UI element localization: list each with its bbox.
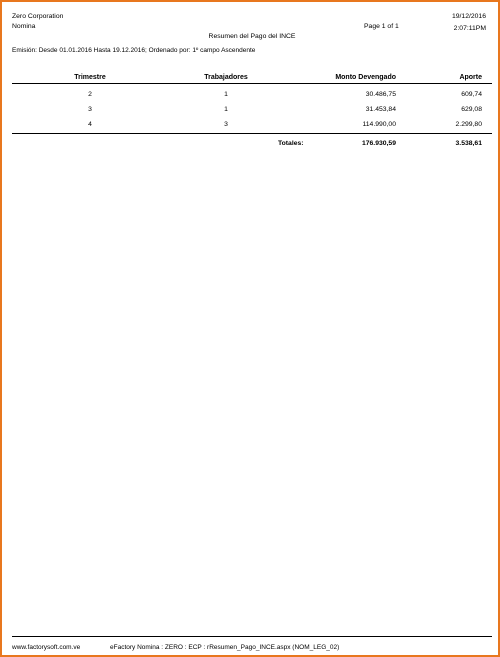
page-number: Page 1 of 1 [364, 23, 399, 30]
cell-trabajadores: 1 [224, 91, 228, 98]
cell-trimestre: 3 [88, 106, 92, 113]
footer-info: eFactory Nomina : ZERO : ECP : rResumen_Pago_INCE.aspx (NOM_LEG_02) [110, 644, 340, 651]
report-time: 2:07:11PM [453, 25, 486, 32]
footer-divider [12, 636, 492, 637]
report-date: 19/12/2016 [451, 13, 486, 20]
cell-monto: 31.453,84 [365, 106, 396, 113]
footer-website: www.factorysoft.com.ve [12, 644, 81, 651]
total-monto: 176.930,59 [361, 140, 396, 147]
cell-trimestre: 2 [88, 91, 92, 98]
header-divider [12, 83, 492, 84]
column-header-monto: Monto Devengado [335, 74, 396, 81]
cell-monto: 114.990,00 [362, 121, 396, 128]
company-name: Zero Corporation [12, 13, 64, 20]
cell-monto: 30.486,75 [365, 91, 396, 98]
column-header-aporte: Aporte [459, 74, 482, 81]
column-header-trimestre: Trimestre [74, 74, 106, 81]
report-title: Resumen del Pago del INCE [208, 33, 296, 40]
column-header-trabajadores: Trabajadores [204, 74, 248, 81]
filter-description: Emisión: Desde 01.01.2016 Hasta 19.12.2016; Ordenado por: 1º campo Ascendente [12, 47, 256, 54]
cell-aporte: 2.299,80 [455, 121, 482, 128]
totals-divider [12, 133, 492, 134]
cell-aporte: 629,08 [461, 106, 482, 113]
module-name: Nomina [12, 23, 36, 30]
totals-label: Totales: [278, 140, 304, 147]
cell-trimestre: 4 [88, 121, 92, 128]
cell-trabajadores: 3 [224, 121, 228, 128]
total-aporte: 3.538,61 [455, 140, 482, 147]
cell-trabajadores: 1 [224, 106, 228, 113]
cell-aporte: 609,74 [461, 91, 482, 98]
